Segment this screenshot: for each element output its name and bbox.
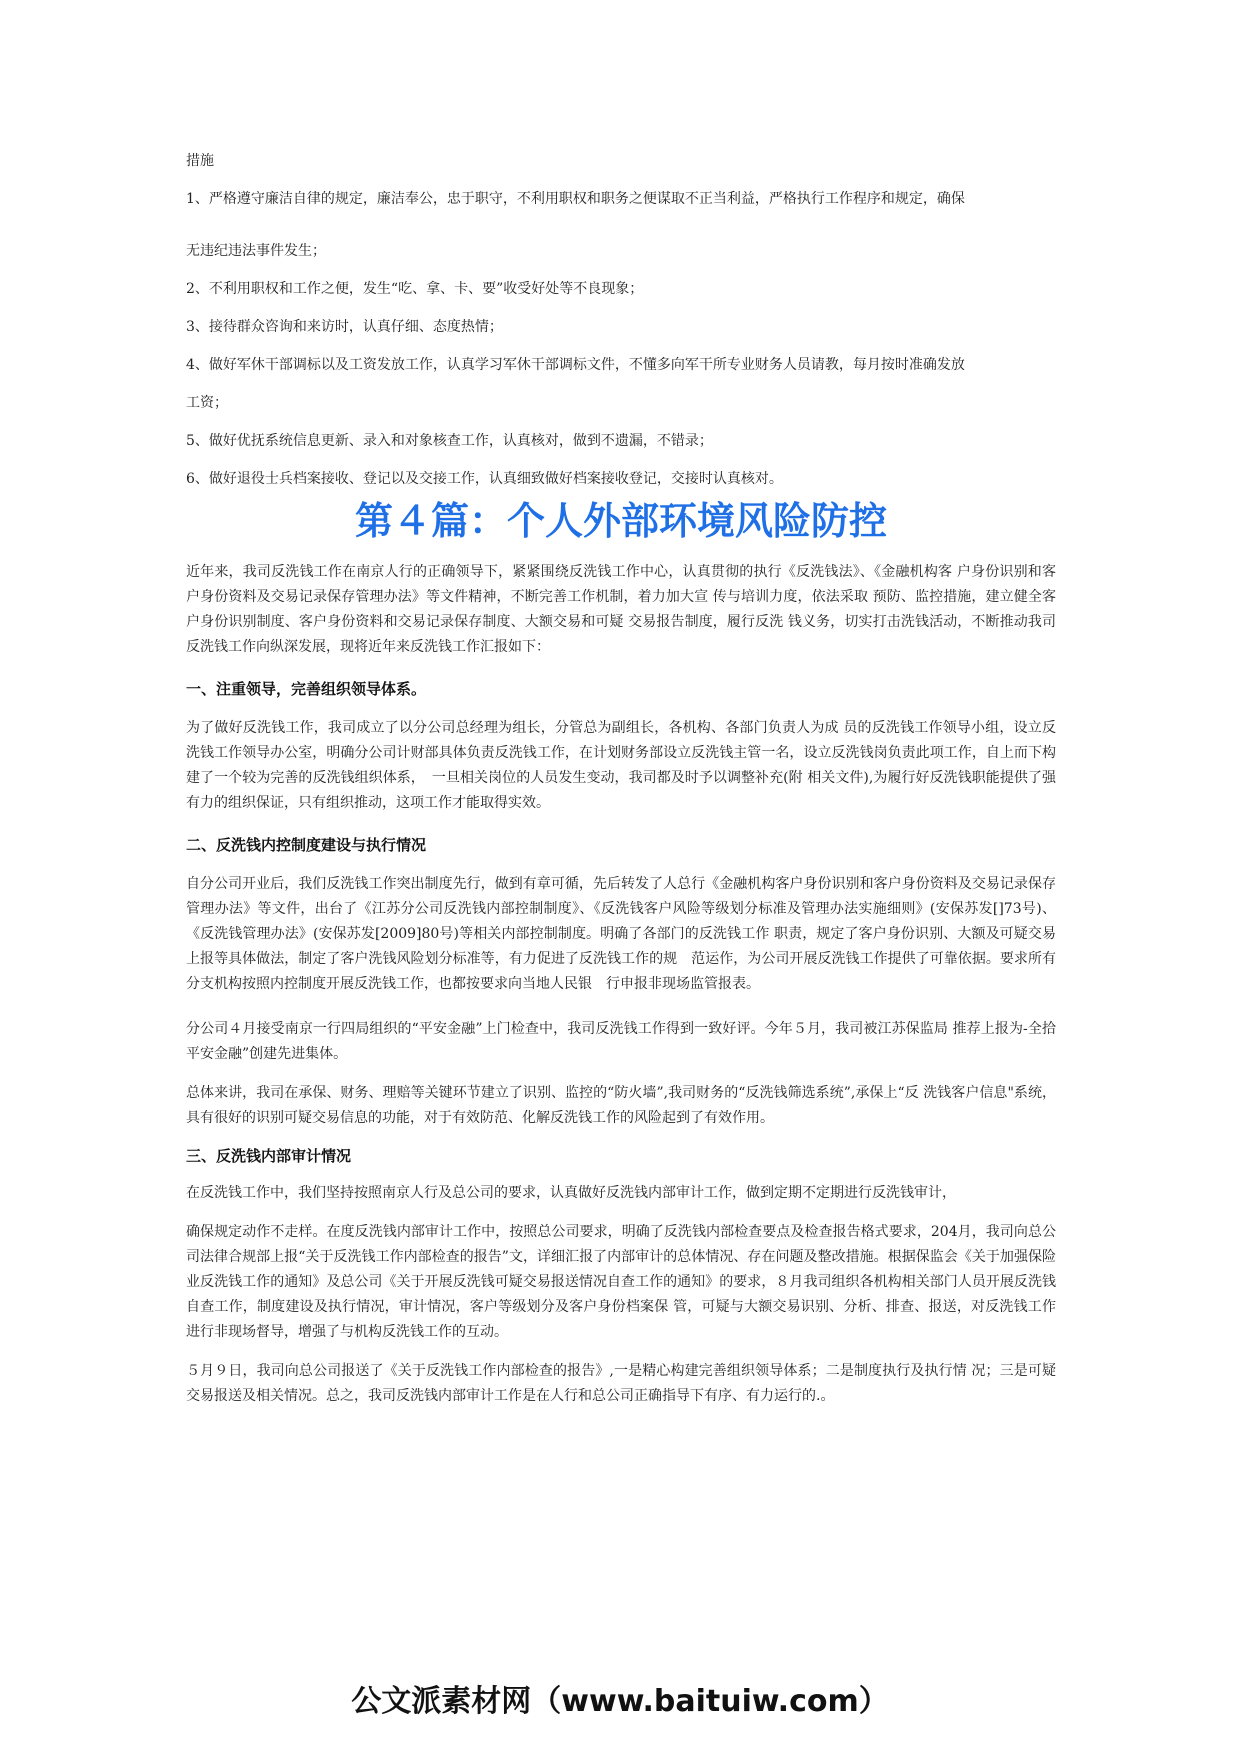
document-body [186,150,1056,1409]
article-intro: 近年来，我司反洗钱工作在南京人行的正确领导下，紧紧围绕反洗钱工作中心，认真贯彻的执行《反洗钱法》、《金融机构客 户身份识别和客户身份资料及交易记录保存管理办法》等文件精神，不断完善工作机制，着力加大宣 传与培训力度，依法采取 预防、监控措施，建立健全客户身份识别制度、客户身份资料和交易记录保存制度、大额交易和可疑 交易报告制度，履行反洗 钱义务，切实打击洗钱活动，不断推动我司反洗钱工作向纵深发展，现将近年来反洗钱工作汇报如下： [186,564,1056,655]
section-heading-3: 三、反洗钱内部审计情况 [186,1147,352,1165]
section-1-paragraph-1: 为了做好反洗钱工作，我司成立了以分公司总经理为组长，分管总为副组长，各机构、各部门负责人为成 员的反洗钱工作领导小组，设立反洗钱工作领导办公室，明确分公司计财部具体负责反洗钱工作，在计划财务部设立反洗钱主管一名，设立反洗钱岗负责此项工作，自上而下构建了一个较为完善的反洗钱组织体系， 一旦相关岗位的人员发生变动，我司都及时予以调整补充(附 相关文件),为履行好反洗钱职能提供了强有力的组织保证，只有组织推动，这项工作才能取得实效。 [186,720,1056,811]
section-3-paragraph-3: ５月９日，我司向总公司报送了《关于反洗钱工作内部检查的报告》,一是精心构建完善组织领导体系；二是制度执行及执行情 况；三是可疑交易报送及相关情况。总之，我司反洗钱内部审计工作是在人行和总公司正确指导下有序、有力运行的.。 [186,1363,1056,1404]
section-heading-measures: 措施 [186,153,214,169]
section-2-paragraph-1: 自分公司开业后，我们反洗钱工作突出制度先行，做到有章可循，先后转发了人总行《金融机构客户身份识别和客户身份资料及交易记录保存管理办法》等文件，出台了《江苏分公司反洗钱内部控制制度》、《反洗钱客户风险等级划分标准及管理办法实施细则》(安保苏发[]73号)、《反洗钱管理办法》(安保苏发[2009]80号)等相关内部控制制度。明确了各部门的反洗钱工作 职责，规定了客户身份识别、大额及可疑交易上报等具体做法，制定了客户洗钱风险划分标准等，有力促进了反洗钱工作的规 范运作，为公司开展反洗钱工作提供了可靠依据。要求所有分支机构按照内控制度开展反洗钱工作，也都按要求向当地人民银 行申报非现场监管报表。 [186,876,1056,992]
section-heading-2: 二、反洗钱内控制度建设与执行情况 [186,836,427,854]
section-3-paragraph-1: 在反洗钱工作中，我们坚持按照南京人行及总公司的要求，认真做好反洗钱内部审计工作，做到定期不定期进行反洗钱审计， [186,1185,956,1201]
section-3-paragraph-2: 确保规定动作不走样。在度反洗钱内部审计工作中，按照总公司要求，明确了反洗钱内部检查要点及检查报告格式要求，204月，我司向总公司法律合规部上报“关于反洗钱工作内部检查的报告”文，详细汇报了内部审计的总体情况、存在问题及整改措施。根据保监会《关于加强保险业反洗钱工作的通知》及总公司《关于开展反洗钱可疑交易报送情况自查工作的通知》的要求，８月我司组织各机构相关部门人员开展反洗钱自查工作，制度建设及执行情况，审计情况，客户等级划分及客户身份档案保 管，可疑与大额交易识别、分析、排查、报送，对反洗钱工作进行非现场督导，增强了与机构反洗钱工作的互动。 [186,1224,1056,1340]
measure-item-1-cont: 无违纪违法事件发生； [186,243,326,259]
site-footer: 公文派素材网（www.baituiw.com） [351,1684,889,1719]
section-2-paragraph-3: 总体来讲，我司在承保、财务、理赔等关键环节建立了识别、监控的“防火墙”,我司财务的“反洗钱筛选系统”,承保上“反 洗钱客户信息"系统，具有很好的识别可疑交易信息的功能，对于有效防范、化解反洗钱工作的风险起到了有效作用。 [186,1085,1056,1126]
measure-item-5: 5、做好优抚系统信息更新、录入和对象核查工作，认真核对，做到不遗漏，不错录； [186,433,713,449]
section-heading-1: 一、注重领导，完善组织领导体系。 [186,680,427,698]
measure-item-4: 4、做好军休干部调标以及工资发放工作，认真学习军休干部调标文件，不懂多向军干所专业财务人员请教，每月按时准确发放 [186,357,965,373]
section-2-paragraph-2: 分公司４月接受南京一行四局组织的“平安金融”上门检查中，我司反洗钱工作得到一致好评。今年５月，我司被江苏保监局 推荐上报为-全拾平安金融”创建先进集体。 [186,1021,1056,1062]
article-title: 第４篇：个人外部环境风险防控 [354,499,887,543]
measure-item-6: 6、做好退役士兵档案接收、登记以及交接工作，认真细致做好档案接收登记，交接时认真核对。 [186,471,783,487]
measure-item-4-cont: 工资； [186,395,228,411]
measure-item-1: 1、严格遵守廉洁自律的规定，廉洁奉公，忠于职守，不利用职权和职务之便谋取不正当利益，严格执行工作程序和规定，确保 [186,191,965,207]
measure-item-3: 3、接待群众咨询和来访时，认真仔细、态度热情； [186,319,503,335]
measure-item-2: 2、不利用职权和工作之便，发生“吃、拿、卡、要”收受好处等不良现象； [186,281,644,297]
